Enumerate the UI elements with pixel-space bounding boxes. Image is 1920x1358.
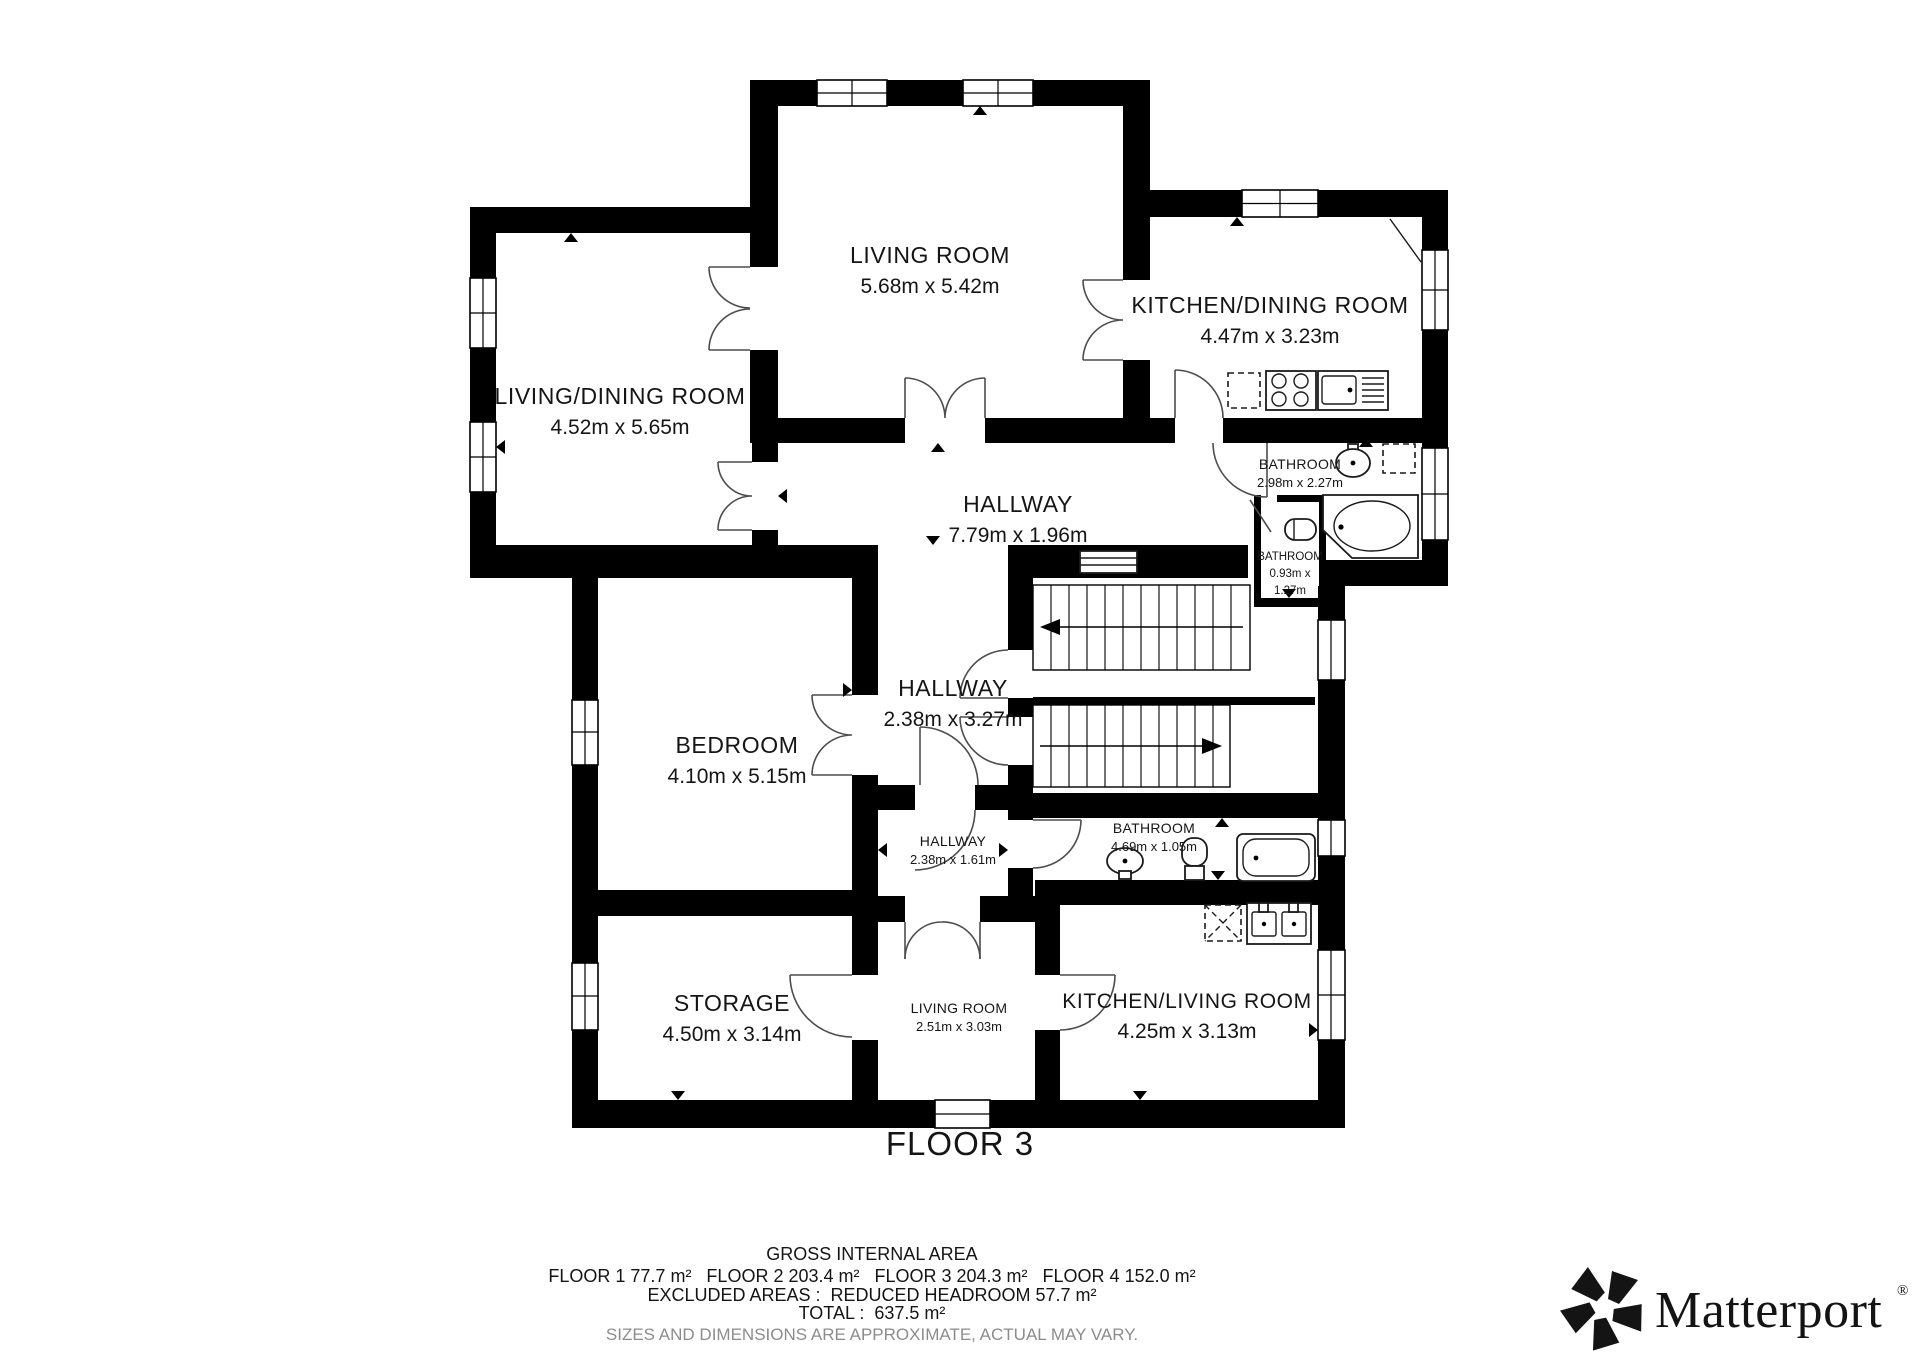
sink-drain-dot bbox=[1123, 859, 1128, 864]
footer-total-line: TOTAL : 637.5 m² bbox=[798, 1303, 946, 1323]
faucet-icon bbox=[1259, 903, 1268, 912]
sink-drain-dot bbox=[1262, 922, 1266, 926]
door-opening bbox=[915, 785, 975, 810]
footer-disclaimer: SIZES AND DIMENSIONS ARE APPROXIMATE, ACTUAL MAY VARY. bbox=[605, 1325, 1139, 1344]
sink-drain-dot bbox=[1292, 922, 1296, 926]
room-dims-hallway-2: 2.38m x 3.27m bbox=[883, 708, 1023, 731]
registered-trademark-icon: ® bbox=[1897, 1283, 1909, 1299]
matterport-wordmark: Matterport bbox=[1655, 1282, 1883, 1339]
door-swing-arc bbox=[812, 695, 852, 775]
door-leaf bbox=[905, 922, 980, 959]
footer-area-summary bbox=[548, 1244, 1195, 1344]
room-label-bathroom-1: BATHROOM bbox=[1258, 456, 1342, 472]
footer-floors-line: FLOOR 1 77.7 m² FLOOR 2 203.4 m² FLOOR 3 204.3 m² FLOOR 4 152.0 m² bbox=[548, 1266, 1196, 1286]
sink-drain-dot bbox=[1351, 461, 1356, 466]
room-label-hallway-2: HALLWAY bbox=[898, 675, 1008, 701]
staircase bbox=[1033, 585, 1250, 787]
room-dims-bathroom-3: 4.69m x 1.05m bbox=[1111, 839, 1197, 854]
door-swing-arc bbox=[1083, 280, 1123, 360]
sink-drain-dot bbox=[1348, 388, 1353, 393]
matterport-logo bbox=[1555, 1264, 1909, 1358]
room-label-kitchen-dining: KITCHEN/DINING ROOM bbox=[1131, 292, 1409, 318]
door-opening bbox=[905, 418, 985, 443]
room-dims-kitchen-dining: 4.47m x 3.23m bbox=[1200, 325, 1340, 348]
room-label-living-room: LIVING ROOM bbox=[850, 242, 1010, 268]
double-sink-counter bbox=[1247, 903, 1311, 944]
door-opening bbox=[1035, 975, 1060, 1030]
door-opening bbox=[752, 462, 778, 530]
room-dims-storage: 4.50m x 3.14m bbox=[662, 1023, 802, 1046]
door-opening bbox=[1008, 650, 1033, 698]
room-dims-living-room: 5.68m x 5.42m bbox=[860, 275, 1000, 298]
door-opening bbox=[750, 267, 778, 350]
room-label-hallway-main: HALLWAY bbox=[963, 491, 1073, 517]
room-dims-bathroom-2-line1: 0.93m x bbox=[1269, 568, 1311, 580]
door-opening bbox=[852, 695, 878, 775]
room-dims-living-dining: 4.52m x 5.65m bbox=[550, 416, 690, 439]
radiator-icon bbox=[1080, 551, 1137, 573]
room-label-hallway-3: HALLWAY bbox=[919, 833, 987, 849]
room-dims-hallway-main: 7.79m x 1.96m bbox=[948, 524, 1088, 547]
floor-title: FLOOR 3 bbox=[885, 1125, 1035, 1162]
bathtub-drain-dot bbox=[1338, 524, 1343, 529]
footer-heading: GROSS INTERNAL AREA bbox=[766, 1244, 978, 1264]
matterport-pinwheel-icon bbox=[1555, 1264, 1650, 1358]
door-swing-arc bbox=[1033, 820, 1081, 868]
walls bbox=[470, 80, 1448, 1128]
faucet-icon bbox=[1289, 903, 1298, 912]
faucet-icon bbox=[1119, 871, 1131, 879]
room-dims-kitchen-living: 4.25m x 3.13m bbox=[1117, 1020, 1257, 1043]
footer-excluded-line: EXCLUDED AREAS : REDUCED HEADROOM 57.7 m² bbox=[647, 1285, 1097, 1305]
door-swing-arc bbox=[905, 922, 980, 959]
door-opening bbox=[852, 975, 878, 1037]
room-label-storage: STORAGE bbox=[673, 990, 791, 1016]
bathtub-drain-dot bbox=[1254, 856, 1259, 861]
shower-space-dashed bbox=[1383, 444, 1415, 473]
room-label-bathroom-2: BATHROOM bbox=[1257, 551, 1323, 563]
room-label-living-room-2: LIVING ROOM bbox=[910, 1000, 1008, 1016]
door-swing-arc bbox=[1175, 370, 1223, 418]
room-dims-bedroom: 4.10m x 5.15m bbox=[667, 765, 807, 788]
room-label-bathroom-3: BATHROOM bbox=[1112, 820, 1196, 836]
room-dims-hallway-3: 2.38m x 1.61m bbox=[910, 852, 996, 867]
corner-bathtub-icon bbox=[1323, 495, 1418, 558]
room-dims-bathroom-1: 2.98m x 2.27m bbox=[1257, 475, 1343, 490]
toilet-icon bbox=[1285, 519, 1316, 540]
door-opening bbox=[1175, 418, 1223, 443]
door-swing-arc bbox=[718, 462, 752, 530]
room-label-bedroom: BEDROOM bbox=[675, 732, 799, 758]
appliance-space-dashed bbox=[1228, 373, 1260, 408]
door-swing-arc bbox=[709, 267, 750, 350]
door-swing-arc bbox=[905, 378, 985, 418]
room-label-kitchen-living: KITCHEN/LIVING ROOM bbox=[1062, 990, 1312, 1013]
door-leaf bbox=[709, 267, 750, 350]
door-opening bbox=[1008, 820, 1033, 868]
room-dims-living-room-2: 2.51m x 3.03m bbox=[916, 1019, 1002, 1034]
kitchen-bay-chamfer-line bbox=[1390, 219, 1421, 262]
room-dims-bathroom-2-line2: 1.27m bbox=[1274, 585, 1306, 597]
toilet-cistern bbox=[1185, 866, 1204, 880]
door-opening bbox=[905, 896, 980, 922]
room-label-living-dining: LIVING/DINING ROOM bbox=[494, 383, 746, 409]
